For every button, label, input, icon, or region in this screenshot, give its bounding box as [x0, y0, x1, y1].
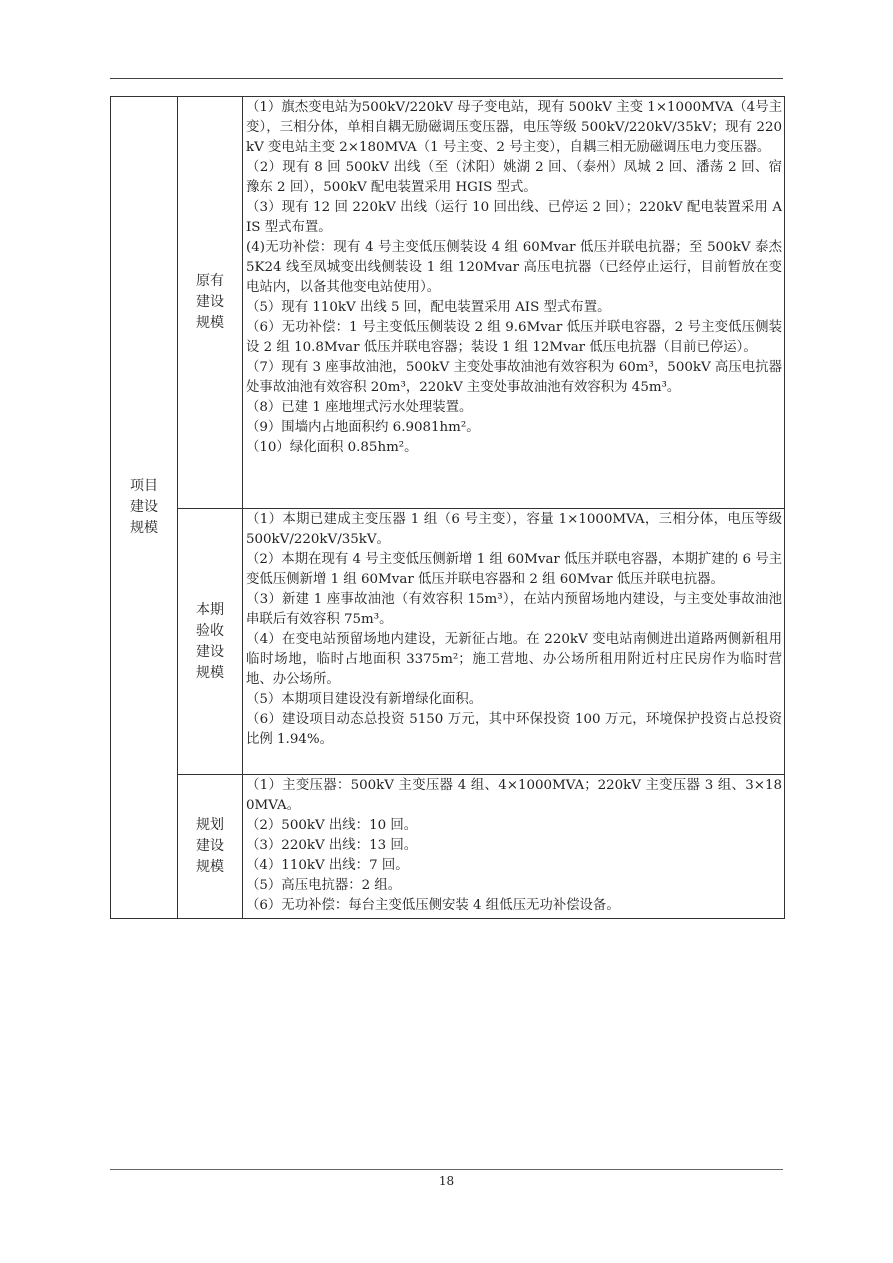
list-item: （4）110kV 出线：7 回。 — [246, 858, 409, 873]
list-item: (4)无功补偿：现有 4 号主变低压侧装设 4 组 60Mvar 低压并联电抗器；至 500kV 泰杰 5K24 线至凤城变出线侧装设 1 组 120Mvar 高压电抗器（已经停止运行，目前暂放在变电站内，以备其他变电站使用）。 — [246, 240, 782, 295]
row-label-cell — [111, 97, 178, 919]
header-rule — [110, 78, 783, 79]
list-item: （3）现有 12 回 220kV 出线（运行 10 回出线、已停运 2 回）；220kV 配电装置采用 AIS 型式布置。 — [246, 200, 782, 235]
list-item: （1）旗杰变电站为500kV/220kV 母子变电站，现有 500kV 主变 1×1000MVA（4号主变），三相分体，单相自耦无励磁调压变压器，电压等级 500kV/220kV/35kV；现有 220kV 变电站主变 2×180MVA（1 号主变、2 号主变），自耦三相无励磁调压电力变压器。 — [246, 100, 782, 155]
section-content-planned — [243, 775, 785, 919]
list-item: （6）无功补偿：1 号主变低压侧装设 2 组 9.6Mvar 低压并联电容器，2 号主变低压侧装设 2 组 10.8Mvar 低压并联电容器；装设 1 组 12Mvar 低压电抗器（目前已停运）。 — [246, 320, 782, 355]
list-item: （1）本期已建成主变压器 1 组（6 号主变），容量 1×1000MVA，三相分体，电压等级 500kV/220kV/35kV。 — [246, 512, 782, 547]
table-row-planned — [111, 775, 785, 919]
list-item: （2）500kV 出线：10 回。 — [246, 818, 418, 833]
list-item: （2）本期在现有 4 号主变低压侧新增 1 组 60Mvar 低压并联电容器，本期扩建的 6 号主变低压侧新增 1 组 60Mvar 低压并联电容器和 2 组 60Mvar 低压并联电抗器。 — [246, 552, 782, 587]
page-number: 18 — [438, 1174, 455, 1188]
section-content-current — [243, 509, 785, 775]
list-item: （8）已建 1 座地埋式污水处理装置。 — [246, 400, 473, 415]
section-content-existing — [243, 97, 785, 509]
list-item: （7）现有 3 座事故油池，500kV 主变处事故油池有效容积为 60m³，500kV 高压电抗器处事故油池有效容积 20m³，220kV 主变处事故油池有效容积为 45m³。 — [246, 360, 782, 395]
list-item: （6）建设项目动态总投资 5150 万元，其中环保投资 100 万元，环境保护投资占总投资比例 1.94%。 — [246, 712, 782, 747]
footer-rule — [110, 1169, 783, 1170]
row-label: 项目 建设 规模 — [130, 478, 158, 536]
table-row-existing — [111, 97, 785, 509]
section-label-current: 本期 验收 建设 规模 — [196, 601, 224, 681]
list-item: （1）主变压器：500kV 主变压器 4 组、4×1000MVA；220kV 主变压器 3 组、3×180MVA。 — [246, 778, 782, 813]
list-item: （4）在变电站预留场地内建设，无新征占地。在 220kV 变电站南侧进出道路两侧新租用临时场地，临时占地面积 3375m²；施工营地、办公场所租用附近村庄民房作为临时营地、办公场所。 — [246, 632, 782, 687]
list-item: （3）新建 1 座事故油池（有效容积 15m³），在站内预留场地内建设，与主变处事故油池串联后有效容积 75m³。 — [246, 592, 782, 627]
list-item: （10）绿化面积 0.85hm²。 — [246, 440, 418, 455]
section-label-cell-current — [178, 509, 243, 775]
section-label-planned: 规划 建设 规模 — [196, 817, 224, 875]
section-label-cell-planned — [178, 775, 243, 919]
list-item: （6）无功补偿：每台主变低压侧安装 4 组低压无功补偿设备。 — [246, 898, 620, 913]
list-item: （2）现有 8 回 500kV 出线（至（沭阳）姚湖 2 回、（泰州）凤城 2 回、潘荡 2 回、宿豫东 2 回），500kV 配电装置采用 HGIS 型式。 — [246, 160, 782, 195]
list-item: （5）现有 110kV 出线 5 回，配电装置采用 AIS 型式布置。 — [246, 300, 611, 315]
list-item: （9）围墙内占地面积约 6.9081hm²。 — [246, 420, 480, 435]
list-item: （5）高压电抗器：2 组。 — [246, 878, 402, 893]
section-label-existing: 原有 建设 规模 — [196, 273, 224, 331]
construction-scale-table — [110, 96, 785, 919]
table-row-current — [111, 509, 785, 775]
list-item: （3）220kV 出线：13 回。 — [246, 838, 418, 853]
list-item: （5）本期项目建设没有新增绿化面积。 — [246, 692, 483, 707]
section-label-cell-existing — [178, 97, 243, 509]
